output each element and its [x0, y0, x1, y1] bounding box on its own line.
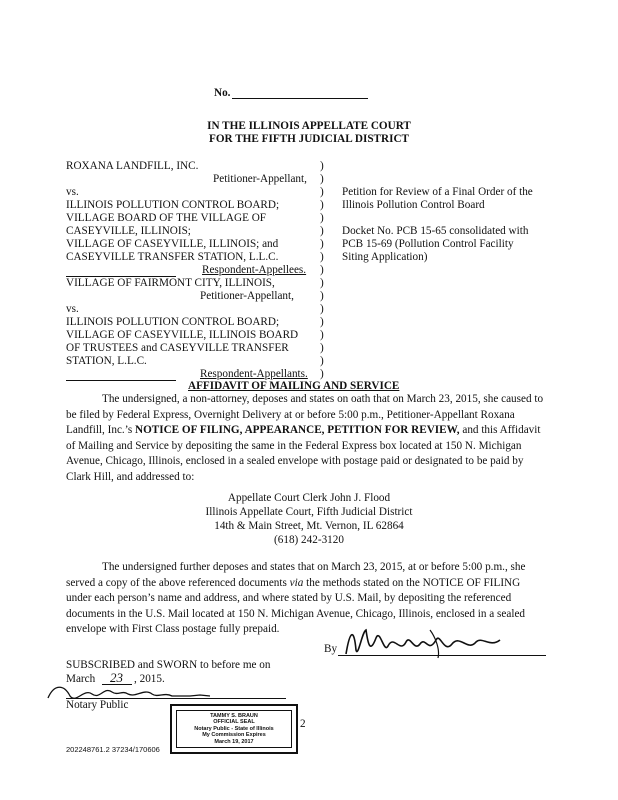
docket-number-blank — [232, 98, 368, 99]
p2-text-a: The undersigned further deposes and states that on March 23, 2015, at or before 5:00 p.m., she served a copy of the above referenced documents — [66, 561, 526, 589]
caption-paren: ) — [320, 303, 324, 315]
caption-note2-line2: PCB 15-69 (Pollution Control Facility — [342, 238, 514, 250]
court-district: FOR THE FIFTH JUDICIAL DISTRICT — [209, 133, 409, 145]
caption-note2-line3: Siting Application) — [342, 251, 428, 263]
document-id: 202248761.2 37234/170606 — [66, 745, 160, 754]
seal-line2: OFFICIAL SEAL — [213, 719, 255, 726]
caption-role2: Petitioner-Appellant, — [200, 290, 294, 302]
caption-resp2-line1: ILLINOIS POLLUTION CONTROL BOARD; — [66, 316, 280, 328]
notary-seal — [170, 704, 298, 754]
signature-by-label: By — [324, 643, 338, 655]
caption-vs2: vs. — [66, 303, 79, 315]
jurat-month: March — [66, 673, 96, 685]
caption-paren: ) — [320, 277, 324, 289]
caption-note2-line1: Docket No. PCB 15-65 consolidated with — [342, 225, 529, 237]
p1-bold-documents: NOTICE OF FILING, APPEARANCE, PETITION FOR REVIEW, — [134, 424, 460, 437]
caption-paren: ) — [320, 251, 324, 263]
caption-paren: ) — [320, 342, 324, 354]
notary-public-label: Notary Public — [66, 699, 129, 711]
caption-resp-role2: Respondent-Appellants. — [200, 368, 308, 380]
seal-line5: March 19, 2017 — [214, 738, 254, 745]
caption-role1: Petitioner-Appellant, — [213, 173, 307, 185]
caption-paren: ) — [320, 264, 324, 276]
caption-resp2-line4: STATION, L.L.C. — [66, 355, 147, 367]
p2-via: via — [289, 576, 304, 589]
seal-line3: Notary Public - State of Illinois — [194, 725, 274, 732]
seal-line4: My Commission Expires — [202, 732, 266, 739]
caption-resp1-line4: VILLAGE OF CASEYVILLE, ILLINOIS; and — [66, 238, 279, 250]
caption-paren: ) — [320, 225, 324, 237]
caption-paren: ) — [320, 368, 324, 380]
caption-rule-left2 — [66, 380, 176, 381]
address-line4: (618) 242-3120 — [274, 534, 344, 546]
court-name: IN THE ILLINOIS APPELLATE COURT — [207, 120, 411, 132]
caption-note1-line1: Petition for Review of a Final Order of the — [342, 186, 533, 198]
caption-paren: ) — [320, 212, 324, 224]
address-line1: Appellate Court Clerk John J. Flood — [227, 492, 391, 504]
caption-note1-line2: Illinois Pollution Control Board — [342, 199, 485, 211]
jurat-year: , 2015. — [134, 673, 165, 685]
caption-resp1-line2: VILLAGE BOARD OF THE VILLAGE OF — [66, 212, 267, 224]
caption-resp1-line3: CASEYVILLE, ILLINOIS; — [66, 225, 191, 237]
caption-resp-role1: Respondent-Appellees. — [202, 264, 307, 276]
handwritten-signature — [340, 624, 510, 664]
caption-vs1: vs. — [66, 186, 79, 198]
affidavit-title: AFFIDAVIT OF MAILING AND SERVICE — [188, 380, 400, 392]
caption-resp2-line3: OF TRUSTEES and CASEYVILLE TRANSFER — [66, 342, 289, 354]
caption-resp2-line2: VILLAGE OF CASEYVILLE, ILLINOIS BOARD — [66, 329, 299, 341]
caption-paren: ) — [320, 329, 324, 341]
caption-paren: ) — [320, 186, 324, 198]
caption-resp1-line1: ILLINOIS POLLUTION CONTROL BOARD; — [66, 199, 280, 211]
notary-seal-border — [176, 710, 292, 748]
caption-paren: ) — [320, 173, 324, 185]
caption-resp1-line5: CASEYVILLE TRANSFER STATION, L.L.C. — [66, 251, 279, 263]
caption-paren: ) — [320, 160, 324, 172]
affidavit-paragraph-1 — [66, 392, 544, 486]
caption-party2: VILLAGE OF FAIRMONT CITY, ILLINOIS, — [66, 277, 275, 289]
caption-party1: ROXANA LANDFILL, INC. — [66, 160, 199, 172]
caption-paren: ) — [320, 316, 324, 328]
caption-paren: ) — [320, 355, 324, 367]
docket-number-label: No. — [214, 87, 231, 99]
address-line2: Illinois Appellate Court, Fifth Judicial District — [205, 506, 413, 518]
jurat-day: 23 — [110, 670, 123, 685]
page-number: 2 — [300, 718, 306, 730]
jurat-subscribed: SUBSCRIBED and SWORN to before me on — [66, 659, 271, 671]
p1-text-b: and this Affidavit of Mailing and Service by depositing the same in the Federal Express box located at 150 N. Michigan Avenue, Chicago, Illinois, enclosed in a sealed envelope with postage paid or designated to be paid by Clark Hill, and addressed to: — [66, 424, 541, 483]
caption-paren: ) — [320, 290, 324, 302]
p2-text-b: the methods stated on the NOTICE OF FILING under each person’s name and address, and where stated by U.S. Mail, by depositing the referenced documents in the U.S. Mail located at 150 N. Michigan Avenue, Chicago, Illinois, enclosed in a sealed envelope with First Class postage fully prepaid. — [66, 576, 525, 636]
address-line3: 14th & Main Street, Mt. Vernon, IL 62864 — [214, 520, 404, 532]
p1-text-a: The undersigned, a non-attorney, deposes and states on oath that on March 23, 2015, she caused to be filed by Federal Express, Overnight Delivery at or before 5:00 p.m., Petitioner-Appellant Roxana Landfill, Inc.’s — [66, 393, 544, 437]
caption-paren: ) — [320, 238, 324, 250]
caption-paren: ) — [320, 199, 324, 211]
seal-line1: TAMMY S. BRAUN — [210, 712, 258, 719]
